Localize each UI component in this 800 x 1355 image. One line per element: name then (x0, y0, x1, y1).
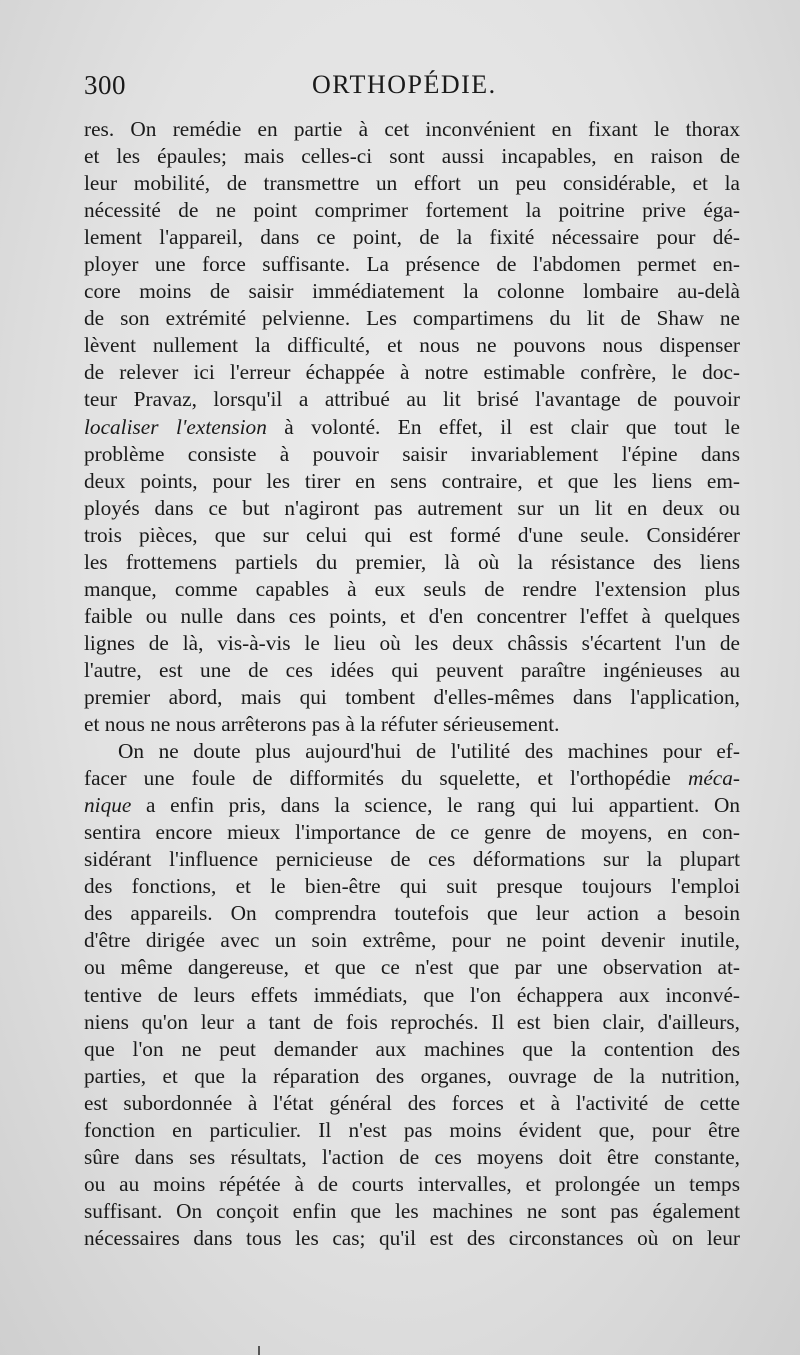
page-header (84, 70, 740, 110)
body-text (84, 116, 740, 1252)
text-line: sûre dans ses résultats, l'action de ces moyens doit être constante, (84, 1144, 740, 1169)
text-line: fonction en particulier. Il n'est pas moins évident que, pour être (84, 1117, 740, 1142)
text-line: sentira encore mieux l'importance de ce genre de moyens, en con- (84, 820, 740, 845)
text-line: lignes de là, vis-à-vis le lieu où les deux châssis s'écartent l'un de (84, 630, 740, 655)
text-line: de son extrémité pelvienne. Les compartimens du lit de Shaw ne (84, 306, 740, 331)
text-line: res. On remédie en partie à cet inconvénient en fixant le thorax (84, 117, 740, 141)
text-line: de relever ici l'erreur échappée à notre estimable confrère, le doc- (84, 360, 740, 385)
text-line: que l'on ne peut demander aux machines que la contention des (84, 1036, 740, 1061)
text-line: ou au moins répétée à de courts intervalles, et prolongée un temps (84, 1171, 740, 1196)
text-line: et nous ne nous arrêterons pas à la réfuter sérieusement. (84, 712, 560, 737)
text-line: l'autre, est une de ces idées qui peuvent paraître ingénieuses au (84, 657, 740, 682)
text-line: nique a enfin pris, dans la science, le rang qui lui appartient. On (84, 793, 740, 818)
italic-phrase: localiser l'extension (84, 414, 267, 439)
text-line: est subordonnée à l'état général des forces et à l'activité de cette (84, 1090, 740, 1115)
text-line: des fonctions, et le bien-être qui suit presque toujours l'emploi (84, 874, 740, 899)
text-line: leur mobilité, de transmettre un effort un peu considérable, et la (84, 171, 740, 196)
page-number: 300 (84, 70, 126, 100)
text-line: nécessité de ne point comprimer fortement la poitrine prive éga- (84, 198, 740, 223)
italic-phrase: méca- (687, 766, 740, 791)
text-line: sidérant l'influence pernicieuse de ces déformations sur la plupart (84, 847, 740, 872)
text-line: problème consiste à pouvoir saisir invariablement l'épine dans (84, 441, 740, 466)
text-line: des appareils. On comprendra toutefois que leur action a besoin (84, 901, 740, 926)
text-line: manque, comme capables à eux seuls de rendre l'extension plus (84, 576, 740, 601)
text-line: trois pièces, que sur celui qui est formé d'une seule. Considérer (84, 522, 740, 547)
text-line: ployer une force suffisante. La présence de l'abdomen permet en- (84, 252, 740, 277)
text-line: On ne doute plus aujourd'hui de l'utilité des machines pour ef- (118, 739, 740, 764)
text-line: lement l'appareil, dans ce point, de la fixité nécessaire pour dé- (84, 225, 740, 250)
text-line: core moins de saisir immédiatement la colonne lombaire au-delà (84, 279, 740, 304)
italic-phrase: nique (84, 793, 132, 818)
text-line: suffisant. On conçoit enfin que les machines ne sont pas également (84, 1198, 740, 1223)
running-title: ORTHOPÉDIE. (312, 70, 497, 99)
text-line: faible ou nulle dans ces points, et d'en concentrer l'effet à quelques (84, 603, 740, 628)
text-line: teur Pravaz, lorsqu'il a attribué au lit brisé l'avantage de pouvoir (84, 387, 740, 412)
text-line: ou même dangereuse, et que ce n'est que par une observation at- (84, 955, 740, 980)
text-line: parties, et que la réparation des organes, ouvrage de la nutrition, (84, 1063, 740, 1088)
text-line: deux points, pour les tirer en sens contraire, et que les liens em- (84, 468, 740, 493)
text-line: facer une foule de difformités du squelette, et l'orthopédie méca- (84, 766, 740, 791)
text-line: nécessaires dans tous les cas; qu'il est des circonstances où on leur (84, 1225, 740, 1250)
text-line: d'être dirigée avec un soin extrême, pour ne point devenir inutile, (84, 928, 740, 953)
text-line: lèvent nullement la difficulté, et nous ne pouvons nous dispenser (84, 333, 740, 358)
text-line: et les épaules; mais celles-ci sont aussi incapables, en raison de (84, 144, 740, 169)
text-line: localiser l'extension à volonté. En effet, il est clair que tout le (84, 414, 740, 439)
paragraph-2 (84, 738, 740, 1252)
text-line: niens qu'on leur a tant de fois reprochés. Il est bien clair, d'ailleurs, (84, 1009, 740, 1034)
printing-mark (258, 1346, 260, 1355)
text-line: premier abord, mais qui tombent d'elles-mêmes dans l'application, (84, 684, 740, 709)
text-line: tentive de leurs effets immédiats, que l'on échappera aux inconvé- (84, 982, 740, 1007)
text-line: les frottemens partiels du premier, là où la résistance des liens (84, 549, 740, 574)
text-line: ployés dans ce but n'agiront pas autrement sur un lit en deux ou (84, 495, 740, 520)
paragraph-1 (84, 116, 740, 738)
